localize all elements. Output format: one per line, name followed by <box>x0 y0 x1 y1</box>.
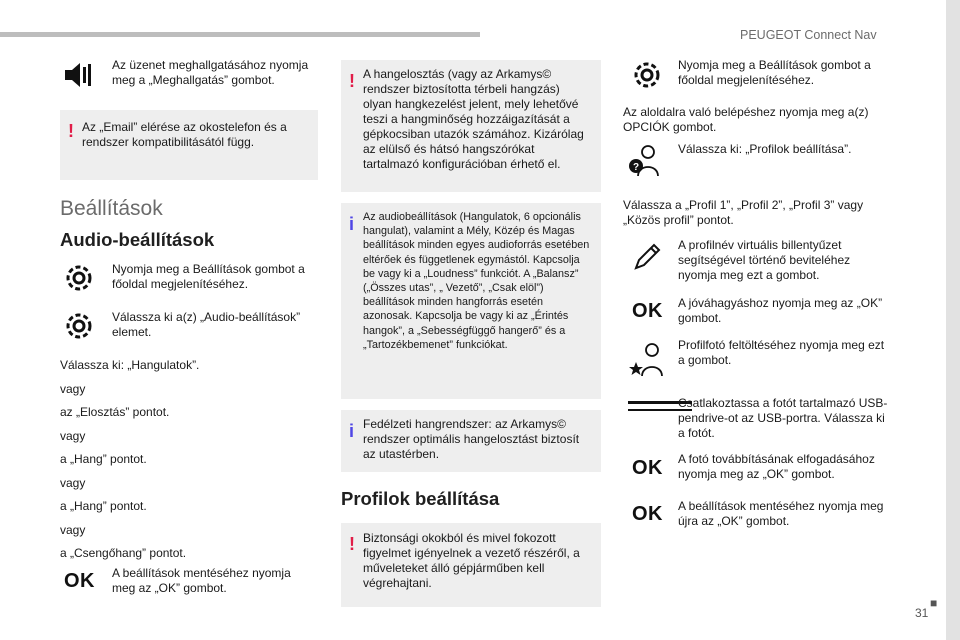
mute-text: Az üzenet meghallgatásához nyomja meg a „Meghallgatás” gombot. <box>112 58 309 87</box>
email-note-text: Az „Email” elérése az okostelefon és a rendszer kompatibilitásától függ. <box>82 120 287 149</box>
ok-button-icon[interactable]: OK <box>64 570 95 592</box>
or-4: vagy <box>60 523 86 537</box>
warning-icon: ! <box>349 534 355 554</box>
onboard-info-text: Fedélzeti hangrendszer: az Arkamys© rendszer optimális hangelosztást biztosít az utastérben. <box>363 417 580 461</box>
save-text: A beállítások mentéséhez nyomja meg az „OK” gombot. <box>112 566 291 595</box>
choose-profile: Válassza a „Profil 1”, „Profil 2”, „Profil 3” vagy „Közös profil” pontot. <box>623 198 864 227</box>
confirm-text: A jóváhagyáshoz nyomja meg az „OK” gombot. <box>678 296 883 325</box>
or-1: vagy <box>60 382 86 396</box>
profiles-title: Profilok beállítása <box>341 488 500 509</box>
page-dot: ■ <box>930 596 938 610</box>
keyboard-text: A profilnév virtuális billentyűzet segítségével történő beviteléhez nyomja meg ezt a gombot. <box>678 238 851 282</box>
audio-step1: Nyomja meg a Beállítások gombot a főoldal megjelenítéséhez. <box>112 262 305 291</box>
page-number: 31 <box>915 606 929 620</box>
pencil-icon[interactable] <box>630 240 664 274</box>
option-elosztas: az „Elosztás” pontot. <box>60 405 170 419</box>
option-csengohang: a „Csengőhang” pontot. <box>60 546 187 560</box>
gear-icon[interactable] <box>62 309 96 343</box>
section-title: Beállítások <box>60 197 163 220</box>
user-question-icon[interactable] <box>628 142 664 178</box>
arkamys-note <box>341 60 601 192</box>
email-note <box>60 110 318 180</box>
warning-icon: ! <box>68 121 74 141</box>
audio-step2: Válassza ki a(z) „Audio-beállítások” elemet. <box>112 310 301 339</box>
ok-button-icon[interactable]: OK <box>632 300 663 322</box>
warning-icon: ! <box>349 71 355 91</box>
audio-info-note <box>341 203 601 399</box>
top-rule <box>0 32 480 37</box>
user-star-icon[interactable] <box>628 340 666 378</box>
audio-title: Audio-beállítások <box>60 229 215 250</box>
or-3: vagy <box>60 476 86 490</box>
info-icon: i <box>349 421 355 441</box>
info-icon: i <box>349 214 355 234</box>
arkamys-note-text: A hangelosztás (vagy az Arkamys© rendszer biztosította térbeli hangzás) olyan hangkezelést jelent, mely lehetővé teszi a hangminőség hozzáigazítását a gépkocsiban utazók számához. Kizárólag az elülső és hátsó hangszórókat tartalmazó konfigurációban érhető el. <box>363 67 584 171</box>
select-profiles: Válassza ki: „Profilok beállítása”. <box>678 142 852 156</box>
onboard-info-note <box>341 410 601 472</box>
photo-text: Profilfotó feltöltéséhez nyomja meg ezt a gombot. <box>678 338 885 367</box>
or-2: vagy <box>60 429 86 443</box>
gear-icon[interactable] <box>630 58 664 92</box>
option-hang-1: a „Hang” pontot. <box>60 452 147 466</box>
gear-icon[interactable] <box>62 261 96 295</box>
header-brand: PEUGEOT Connect Nav <box>740 28 877 42</box>
save-profile-text: A beállítások mentéséhez nyomja meg újra az „OK” gombot. <box>678 499 884 528</box>
side-bar <box>946 0 960 640</box>
usb-text: Csatlakoztassa a fotót tartalmazó USB-pendrive-ot az USB-portra. Válassza ki a fotót. <box>678 396 888 440</box>
safety-note-text: Biztonsági okokból és mivel fokozott figyelmet igényelnek a vezető részéről, a műveleteket álló gépjárműben kell végrehajtani. <box>363 531 580 590</box>
profile-step1: Nyomja meg a Beállítások gombot a főoldal megjelenítéséhez. <box>678 58 871 87</box>
select-hangulatok: Válassza ki: „Hangulatok”. <box>60 358 200 372</box>
svg-text:?: ? <box>632 162 640 173</box>
speaker-icon <box>62 58 96 92</box>
ok-button-icon[interactable]: OK <box>632 503 663 525</box>
audio-info-text: Az audiobeállítások (Hangulatok, 6 opcionális hangulat), valamint a Mély, Közép és Magas beállítások minden egyes audioforrás esetében eltérőek és függetlenek egymástól. Kapcsolja be vagy ki a „Loudness” funkciót. A „Balansz” („Összes utas”, „ Vezető”, „Csak elöl”) beállítások minden hangforrás esetén azonosak. Kapcsolja be vagy ki az „Érintés hangok”, a „Sebességfüggő hangerő” és a „Tartozékbemenet” funkciókat. <box>363 211 590 351</box>
ok-button-icon[interactable]: OK <box>632 457 663 479</box>
safety-note <box>341 523 601 607</box>
accept-text: A fotó továbbításának elfogadásához nyomja meg az „OK” gombot. <box>678 452 875 481</box>
sub-intro: Az aloldalra való belépéshez nyomja meg a(z) OPCIÓK gombot. <box>623 105 869 134</box>
option-hang-2: a „Hang” pontot. <box>60 499 147 513</box>
